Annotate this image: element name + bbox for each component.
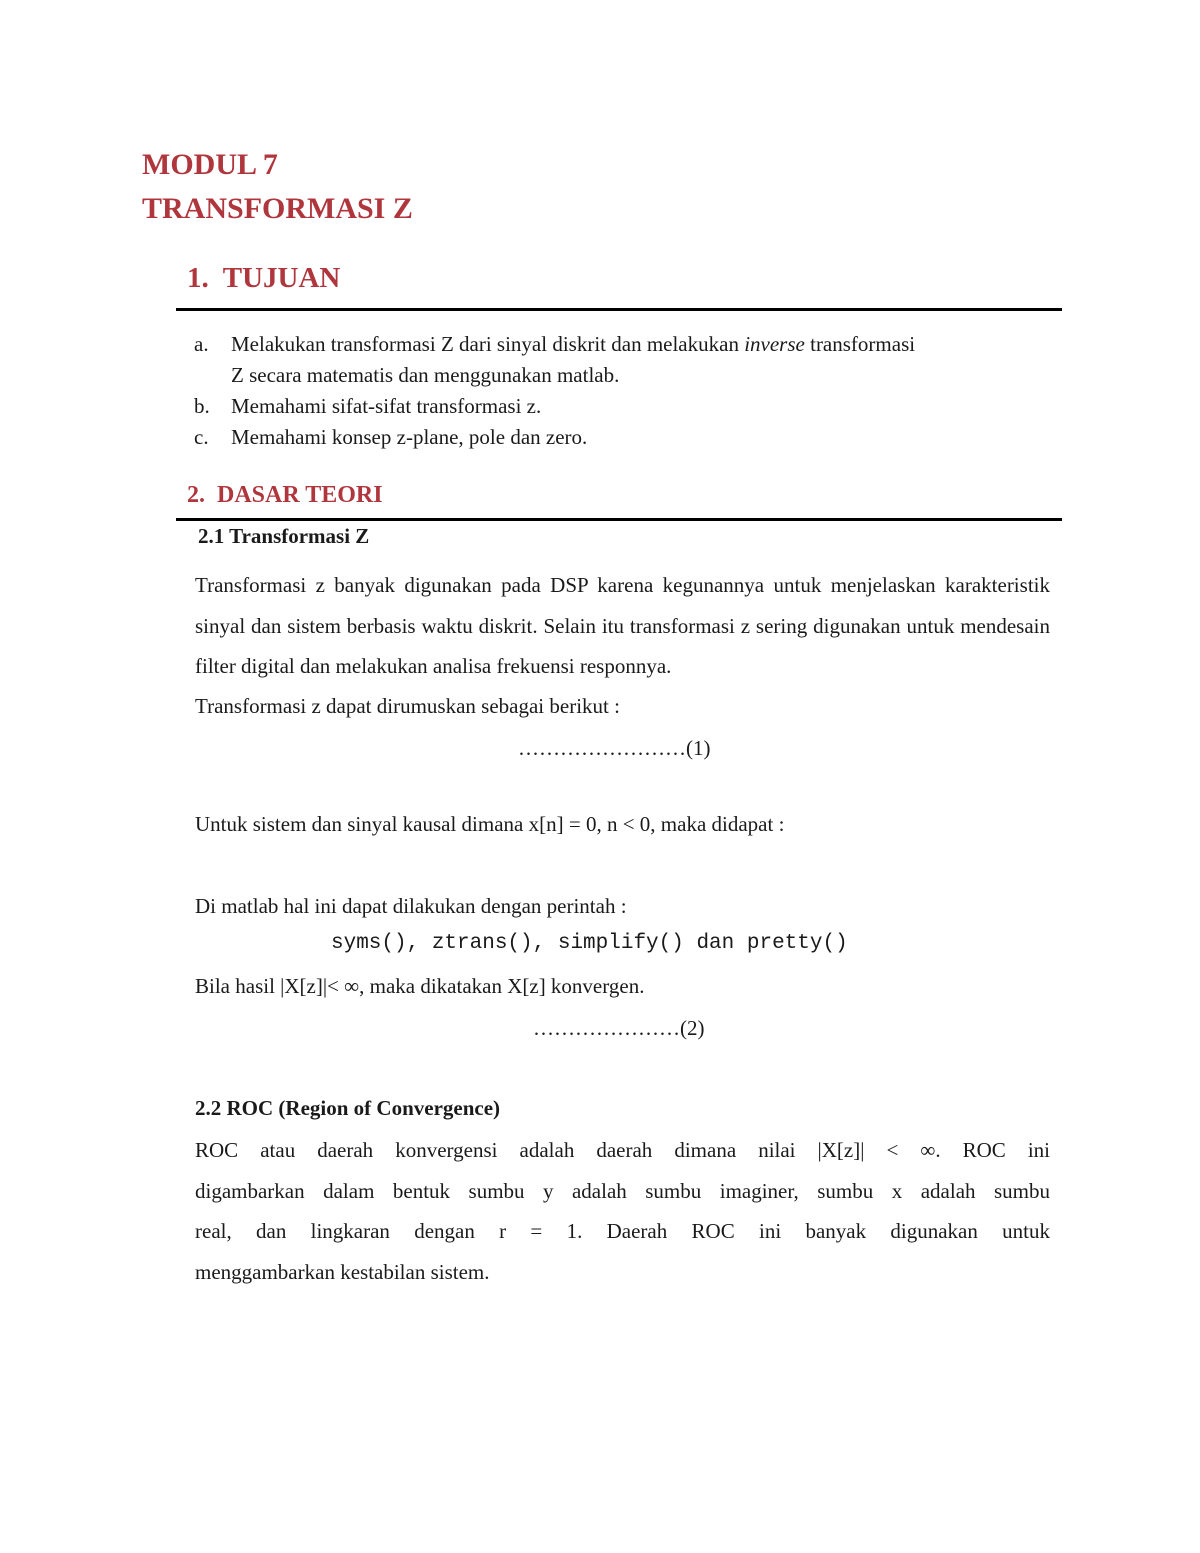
subsection-2-2-heading: 2.2 ROC (Region of Convergence)	[195, 1096, 501, 1120]
objective-marker: c.	[194, 425, 209, 449]
objective-item-a-continuation	[194, 360, 1064, 391]
section-1-number: 1.	[187, 262, 209, 294]
paragraph-line: real, dan lingkaran dengan r = 1. Daerah ROC ini banyak digunakan untuk	[195, 1219, 1050, 1243]
section-1-heading	[187, 262, 340, 295]
equation-2-label: …………………(2)	[533, 1016, 705, 1040]
section-2-number: 2.	[187, 482, 205, 508]
subsection-2-1-heading: 2.1 Transformasi Z	[198, 524, 370, 548]
objective-item-a	[194, 329, 1064, 360]
objective-text: transformasi	[810, 332, 916, 356]
subsection-2-2-paragraph	[195, 1130, 1050, 1292]
objective-marker: a.	[194, 332, 209, 356]
paragraph-line: digambarkan dalam bentuk sumbu y adalah sumbu imaginer, sumbu x adalah sumbu	[195, 1178, 1050, 1203]
objective-text: Memahami sifat-sifat transformasi z.	[231, 394, 542, 418]
objective-marker: b.	[194, 394, 210, 418]
section-1-rule	[176, 308, 1062, 311]
objectives-list	[194, 329, 1064, 453]
objective-text: Z secara matematis dan menggunakan matlab.	[231, 363, 620, 387]
subsection-2-1-paragraph: Transformasi z banyak digunakan pada DSP karena kegunannya untuk menjelaskan karakteristik sinyal dan sistem berbasis waktu diskrit. Selain itu transformasi z sering digunakan untuk mendesain filter digital dan melakukan analisa frekuensi responnya.	[195, 573, 1050, 678]
convergence-text: Bila hasil |X[z]|< ∞, maka dikatakan X[z] konvergen.	[195, 974, 645, 998]
section-2-heading	[187, 482, 383, 509]
section-1-title: TUJUAN	[222, 262, 341, 294]
matlab-commands: syms(), ztrans(), simplify() dan pretty()	[331, 932, 848, 955]
section-2-rule	[176, 518, 1062, 521]
equation-1-label: ……………………(1)	[518, 736, 711, 760]
document-title: TRANSFORMASI Z	[142, 192, 413, 225]
objective-item-c	[194, 422, 1064, 453]
formula-intro: Transformasi z dapat dirumuskan sebagai berikut :	[195, 694, 620, 718]
causal-text: Untuk sistem dan sinyal kausal dimana x[n] = 0, n < 0, maka didapat :	[195, 812, 785, 836]
objective-text: Melakukan transformasi Z dari sinyal diskrit dan melakukan	[231, 332, 739, 356]
objective-text: Memahami konsep z-plane, pole dan zero.	[231, 425, 588, 449]
paragraph-line: ROC atau daerah konvergensi adalah daerah dimana nilai |X[z]| < ∞. ROC ini	[195, 1138, 1050, 1162]
objective-item-b	[194, 391, 1064, 422]
matlab-intro: Di matlab hal ini dapat dilakukan dengan perintah :	[195, 894, 627, 918]
module-number: MODUL 7	[142, 148, 278, 181]
section-2-title: DASAR TEORI	[217, 482, 383, 508]
paragraph-line: menggambarkan kestabilan sistem.	[195, 1259, 490, 1284]
objective-italic-term: inverse	[744, 332, 805, 356]
